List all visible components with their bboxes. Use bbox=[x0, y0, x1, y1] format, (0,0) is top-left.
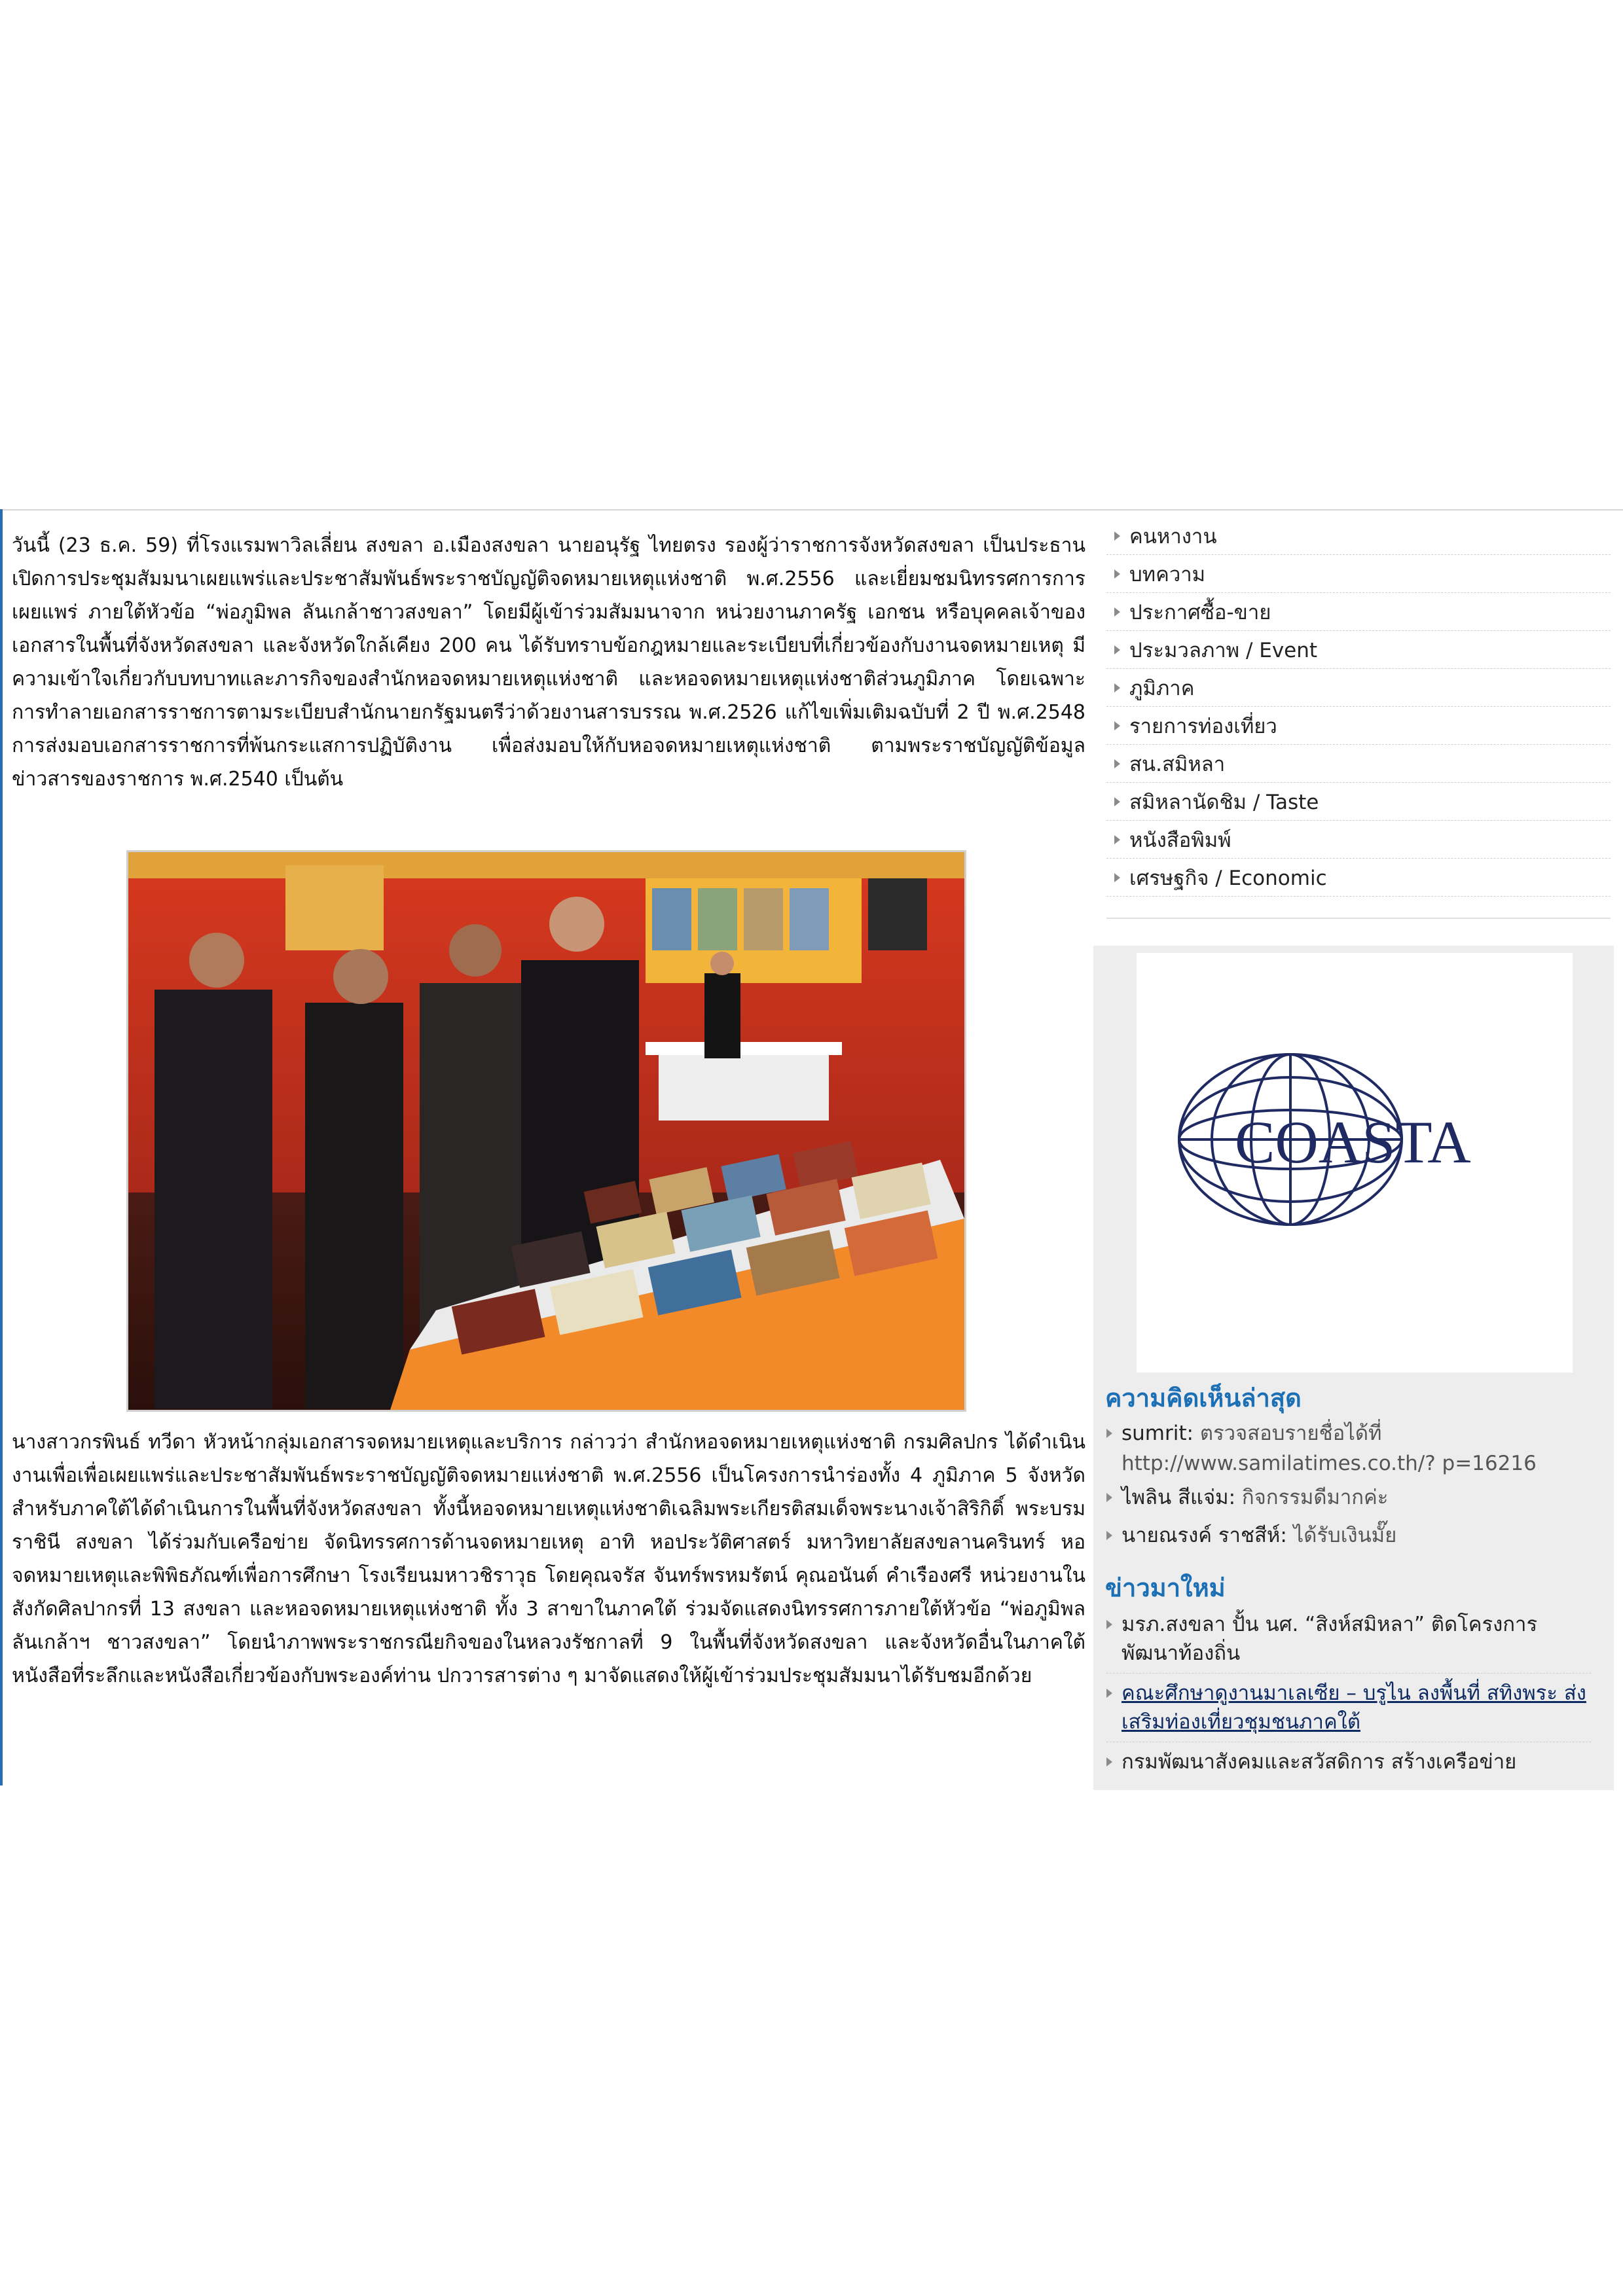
comment-item[interactable] bbox=[1106, 1520, 1591, 1551]
category-label: สน.สมิหลา bbox=[1129, 752, 1226, 776]
bullet-arrow-icon bbox=[1106, 1531, 1112, 1540]
bullet-arrow-icon bbox=[1114, 569, 1120, 579]
bullet-arrow-icon bbox=[1114, 721, 1120, 730]
news-item[interactable] bbox=[1106, 1748, 1591, 1782]
bullet-arrow-icon bbox=[1114, 759, 1120, 768]
category-item[interactable] bbox=[1106, 593, 1611, 631]
globe-logo-icon bbox=[1137, 953, 1573, 1372]
category-item[interactable] bbox=[1106, 707, 1611, 745]
category-item[interactable] bbox=[1106, 745, 1611, 783]
recent-comments-title: ความคิดเห็นล่าสุด bbox=[1105, 1384, 1302, 1412]
news-title[interactable]: กรมพัฒนาสังคมและสวัสดิการ สร้างเครือข่าย bbox=[1122, 1750, 1517, 1774]
comment-item[interactable] bbox=[1106, 1482, 1591, 1513]
bullet-arrow-icon bbox=[1114, 645, 1120, 655]
comment-author[interactable]: นายณรงค์ ราชสีห์: bbox=[1122, 1524, 1287, 1547]
bullet-arrow-icon bbox=[1106, 1429, 1112, 1438]
category-item[interactable] bbox=[1106, 555, 1611, 593]
comment-text[interactable]: ตรวจสอบรายชื่อได้ที่ http://www.samilatimes.co.th/? p=16216 bbox=[1122, 1422, 1537, 1475]
category-label: ภูมิภาค bbox=[1129, 676, 1195, 700]
top-divider bbox=[0, 509, 1623, 511]
bullet-arrow-icon bbox=[1106, 1620, 1112, 1629]
category-item[interactable] bbox=[1106, 859, 1611, 897]
category-label: คนหางาน bbox=[1129, 524, 1217, 548]
sidebar-widget-area bbox=[1093, 946, 1614, 1790]
comment-author[interactable]: sumrit: bbox=[1122, 1422, 1194, 1445]
category-item[interactable] bbox=[1106, 821, 1611, 859]
comment-text[interactable]: ได้รับเงินมั๊ย bbox=[1293, 1524, 1397, 1547]
news-item[interactable] bbox=[1106, 1610, 1591, 1674]
comment-text[interactable]: กิจกรรมดีมากค่ะ bbox=[1241, 1486, 1389, 1509]
category-list bbox=[1106, 517, 1611, 897]
category-label: ประมวลภาพ / Event bbox=[1129, 638, 1318, 662]
category-item[interactable] bbox=[1106, 783, 1611, 821]
category-label: บทความ bbox=[1129, 562, 1206, 586]
bullet-arrow-icon bbox=[1114, 683, 1120, 692]
bullet-arrow-icon bbox=[1114, 873, 1120, 882]
category-label: ประกาศซื้อ-ขาย bbox=[1129, 600, 1271, 624]
coasta-logo-banner[interactable] bbox=[1137, 953, 1573, 1372]
news-item[interactable] bbox=[1106, 1679, 1591, 1742]
latest-news-title: ข่าวมาใหม่ bbox=[1105, 1573, 1226, 1602]
news-title-link[interactable]: คณะศึกษาดูงานมาเลเซีย – บรูไน ลงพื้นที่ สทิงพระ ส่งเสริมท่องเที่ยวชุมชนภาคใต้ bbox=[1122, 1681, 1586, 1734]
comment-author[interactable]: ไพลิน สีแจ่ม: bbox=[1122, 1486, 1236, 1509]
article-paragraph-1: วันนี้ (23 ธ.ค. 59) ที่โรงแรมพาวิลเลี่ยน สงขลา อ.เมืองสงขลา นายอนุรัฐ ไทยตรง รองผู้ว่าราชการจังหวัดสงขลา เป็นประธาน เปิดการประชุมสัมมนาเผยแพร่และประชาสัมพันธ์พระราชบัญญัติจดหมายเหตุแห่งชาติ พ.ศ.2556 และเยี่ยมชมนิทรรศการการเผยแพร่ ภายใต้หัวข้อ “พ่อภูมิพล ลันเกล้าชาวสงขลา” โดยมีผู้เข้าร่วมสัมมนาจาก หน่วยงานภาครัฐ เอกชน หรือบุคคลเจ้าของเอกสารในพื้นที่จังหวัดสงขลา และจังหวัดใกล้เคียง 200 คน ได้รับทราบข้อกฎหมายและระเบียบที่เกี่ยวข้องกับงานจดหมายเหตุ มีความเข้าใจเกี่ยวกับบทบาทและภารกิจของสำนักหอจดหมายเหตุแห่งชาติ และหอจดหมายเหตุแห่งชาติส่วนภูมิภาค โดยเฉพาะการทำลายเอกสารราชการตามระเบียบสำนักนายกรัฐมนตรีว่าด้วยงานสารบรรณ พ.ศ.2526 แก้ไขเพิ่มเติมฉบับที่ 2 ปี พ.ศ.2548 การส่งมอบเอกสารราชการที่พ้นกระแสการปฏิบัติงาน เพื่อส่งมอบให้กับหอจดหมายเหตุแห่งชาติ ตามพระราชบัญญัติข้อมูลข่าวสารของราชการ พ.ศ.2540 เป็นต้น bbox=[12, 534, 1085, 791]
exhibition-photo-illustration bbox=[128, 852, 964, 1410]
sidebar-divider bbox=[1106, 918, 1611, 919]
bullet-arrow-icon bbox=[1106, 1757, 1112, 1767]
article-paragraph-2: นางสาวกรพินธ์ ทวีดา หัวหน้ากลุ่มเอกสารจดหมายเหตุและบริการ กล่าวว่า สำนักหอจดหมายเหตุแห่งชาติ กรมศิลปกร ได้ดำเนินงานเพื่อเพื่อเผยแพร่และประชาสัมพันธ์พระราชบัญญัติจดหมายแห่งชาติ พ.ศ.2556 เป็นโครงการนำร่องทั้ง 4 ภูมิภาค 5 จังหวัด สำหรับภาคใต้ได้ดำเนินการในพื้นที่จังหวัดสงขลา ทั้งนี้หอจดหมายเหตุแห่งชาติเฉลิมพระเกียรติสมเด็จพระนางเจ้าสิริกิติ์ พระบรมราชินี สงขลา ได้ร่วมกับเครือข่าย จัดนิทรรศการด้านจดหมายเหตุ อาทิ หอประวัติศาสตร์ มหาวิทยาลัยสงขลานครินทร์ หอจดหมายเหตุและพิพิธภัณฑ์เพื่อการศึกษา โรงเรียนมหาวชิราวุธ โดยคุณจรัส จันทร์พรหมรัตน์ คุณอนันต์ คำเรืองศรี หน่วยงานในสังกัดศิลปากรที่ 13 สงขลา และหอจดหมายเหตุแห่งชาติ ทั้ง 3 สาขาในภาคใต้ ร่วมจัดแสดงนิทรรศการภายใต้หัวข้อ “พ่อภูมิพล ลันเกล้าฯ ชาวสงขลา” โดยนำภาพพระราชกรณียกิจของในหลวงรัชกาลที่ 9 ในพื้นที่จังหวัดสงขลา และจังหวัดอื่นในภาคใต้ หนังสือที่ระลึกและหนังสือเกี่ยวข้องกับพระองค์ท่าน ปกวารสารต่าง ๆ มาจัดแสดงให้ผู้เข้าร่วมประชุมสัมมนาได้รับชมอีกด้วย bbox=[12, 1431, 1085, 1687]
article-photo bbox=[126, 850, 966, 1412]
bullet-arrow-icon bbox=[1114, 607, 1120, 617]
bullet-arrow-icon bbox=[1114, 531, 1120, 541]
bullet-arrow-icon bbox=[1114, 797, 1120, 806]
bullet-arrow-icon bbox=[1106, 1493, 1112, 1502]
bullet-arrow-icon bbox=[1114, 835, 1120, 844]
news-title[interactable]: มรภ.สงขลา ปั้น นศ. “สิงห์สมิหลา” ติดโครงการพัฒนาท้องถิ่น bbox=[1122, 1613, 1538, 1665]
comment-item[interactable] bbox=[1106, 1418, 1591, 1479]
category-label: หนังสือพิมพ์ bbox=[1129, 828, 1231, 852]
category-label: เศรษฐกิจ / Economic bbox=[1129, 866, 1327, 890]
left-accent-bar bbox=[0, 509, 3, 1785]
logo-wordmark: COASTA bbox=[1235, 1109, 1471, 1175]
category-item[interactable] bbox=[1106, 669, 1611, 707]
category-label: สมิหลานัดชิม / Taste bbox=[1129, 790, 1319, 814]
category-item[interactable] bbox=[1106, 631, 1611, 669]
category-item[interactable] bbox=[1106, 517, 1611, 555]
sidebar bbox=[1106, 517, 1611, 919]
category-label: รายการท่องเที่ยว bbox=[1129, 714, 1277, 738]
bullet-arrow-icon bbox=[1106, 1689, 1112, 1698]
article bbox=[12, 529, 1085, 1687]
